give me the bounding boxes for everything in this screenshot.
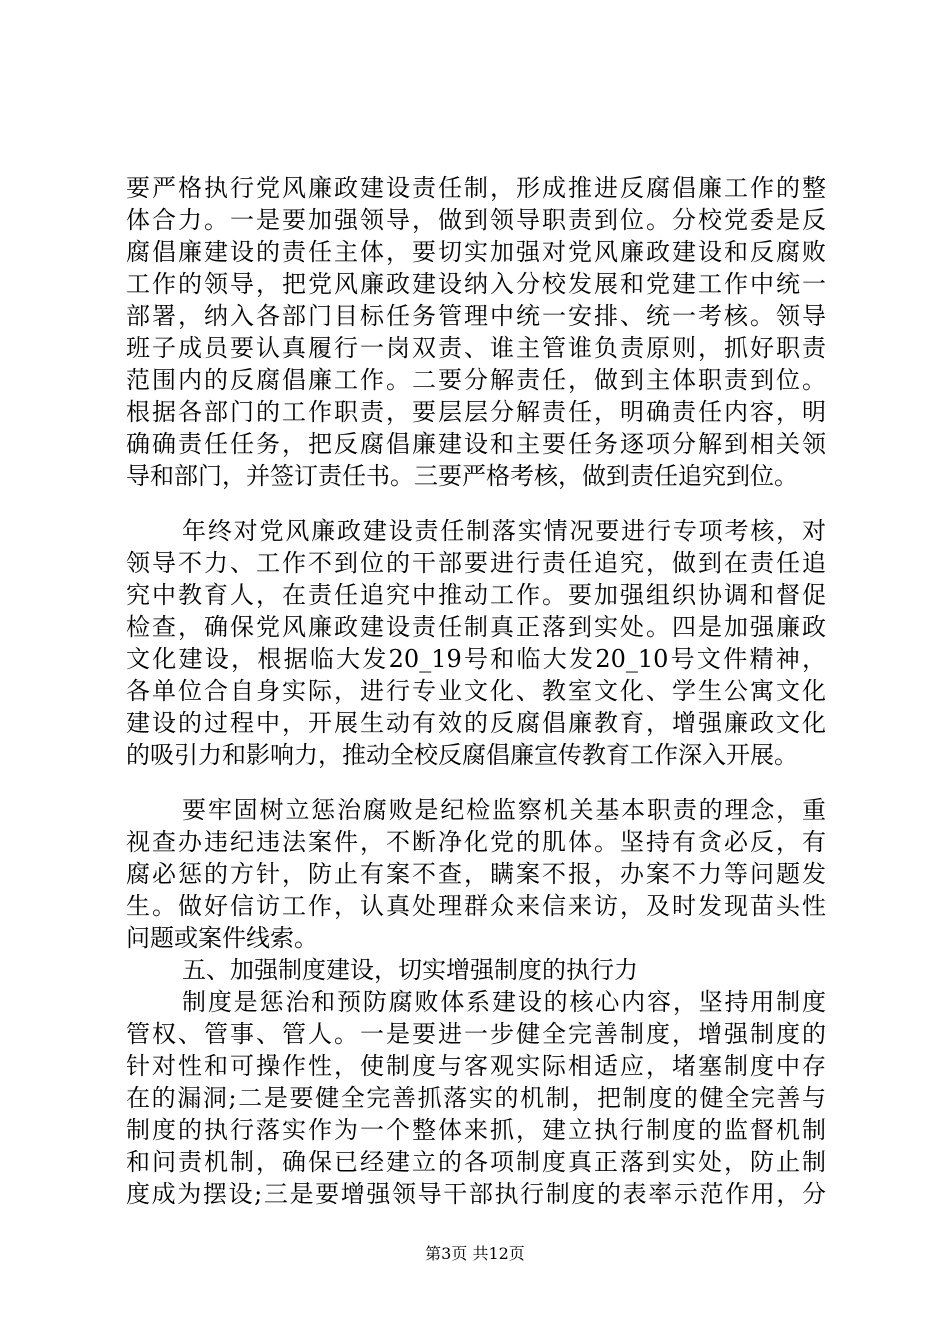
section-heading	[126, 954, 826, 986]
text-line: 度成为摆设;三是要增强领导干部执行制度的表率示范作用，分	[126, 1180, 826, 1208]
text-line: 文化建设，根据临大发20_19号和临大发20_10号文件精神，	[126, 645, 826, 673]
text-line: 范围内的反腐倡廉工作。二要分解责任，做到主体职责到位。	[126, 366, 826, 394]
paragraph-3	[126, 794, 826, 954]
text-line: 针对性和可操作性，使制度与客观实际相适应，堵塞制度中存	[126, 1052, 826, 1080]
paragraph-1	[126, 172, 826, 492]
text-line: 部署，纳入各部门目标任务管理中统一安排、统一考核。领导	[126, 302, 826, 330]
text-line: 在的漏洞;二是要健全完善抓落实的机制，把制度的健全完善与	[126, 1084, 826, 1112]
text-line: 生。做好信访工作，认真处理群众来信来访，及时发现苗头性	[126, 892, 826, 920]
text-line: 班子成员要认真履行一岗双责、谁主管谁负责原则，抓好职责	[126, 334, 826, 362]
text-line: 领导不力、工作不到位的干部要进行责任追究，做到在责任追	[126, 549, 826, 577]
page-footer	[0, 1244, 950, 1264]
paragraph-gap	[126, 771, 826, 794]
paragraph-5	[126, 986, 826, 1210]
text-line: 的吸引力和影响力，推动全校反腐倡廉宣传教育工作深入开展。	[126, 741, 798, 769]
section-heading-text: 五、加强制度建设，切实增强制度的执行力	[182, 956, 638, 984]
text-line: 根据各部门的工作职责，要层层分解责任，明确责任内容，明	[126, 398, 826, 426]
paragraph-2	[126, 515, 826, 771]
text-line: 制度的执行落实作为一个整体来抓，建立执行制度的监督机制	[126, 1116, 826, 1144]
text-line: 管权、管事、管人。一是要进一步健全完善制度，增强制度的	[126, 1020, 826, 1048]
text-line: 视查办违纪违法案件，不断净化党的肌体。坚持有贪必反，有	[126, 828, 826, 856]
document-body	[126, 172, 826, 1210]
text-line: 腐倡廉建设的责任主体，要切实加强对党风廉政建设和反腐败	[126, 238, 826, 266]
text-line: 年终对党风廉政建设责任制落实情况要进行专项考核，对	[182, 517, 826, 545]
text-line: 建设的过程中，开展生动有效的反腐倡廉教育，增强廉政文化	[126, 709, 826, 737]
text-line: 各单位合自身实际，进行专业文化、教室文化、学生公寓文化	[126, 677, 826, 705]
text-line: 腐必惩的方针，防止有案不查，瞒案不报，办案不力等问题发	[126, 860, 826, 888]
text-line: 问题或案件线索。	[126, 924, 318, 952]
paragraph-gap	[126, 492, 826, 515]
text-line: 要牢固树立惩治腐败是纪检监察机关基本职责的理念，重	[182, 796, 826, 824]
text-line: 和问责机制，确保已经建立的各项制度真正落到实处，防止制	[126, 1148, 826, 1176]
text-line: 究中教育人，在责任追究中推动工作。要加强组织协调和督促	[126, 581, 826, 609]
text-line: 导和部门，并签订责任书。三要严格考核，做到责任追究到位。	[126, 462, 798, 490]
text-line: 要严格执行党风廉政建设责任制，形成推进反腐倡廉工作的整	[126, 174, 826, 202]
text-line: 检查，确保党风廉政建设责任制真正落到实处。四是加强廉政	[126, 613, 826, 641]
page-number: 第3页 共12页	[425, 1244, 525, 1263]
text-line: 工作的领导，把党风廉政建设纳入分校发展和党建工作中统一	[126, 270, 826, 298]
text-line: 体合力。一是要加强领导，做到领导职责到位。分校党委是反	[126, 206, 826, 234]
text-line: 制度是惩治和预防腐败体系建设的核心内容，坚持用制度	[182, 988, 826, 1016]
text-line: 确确责任任务，把反腐倡廉建设和主要任务逐项分解到相关领	[126, 430, 826, 458]
